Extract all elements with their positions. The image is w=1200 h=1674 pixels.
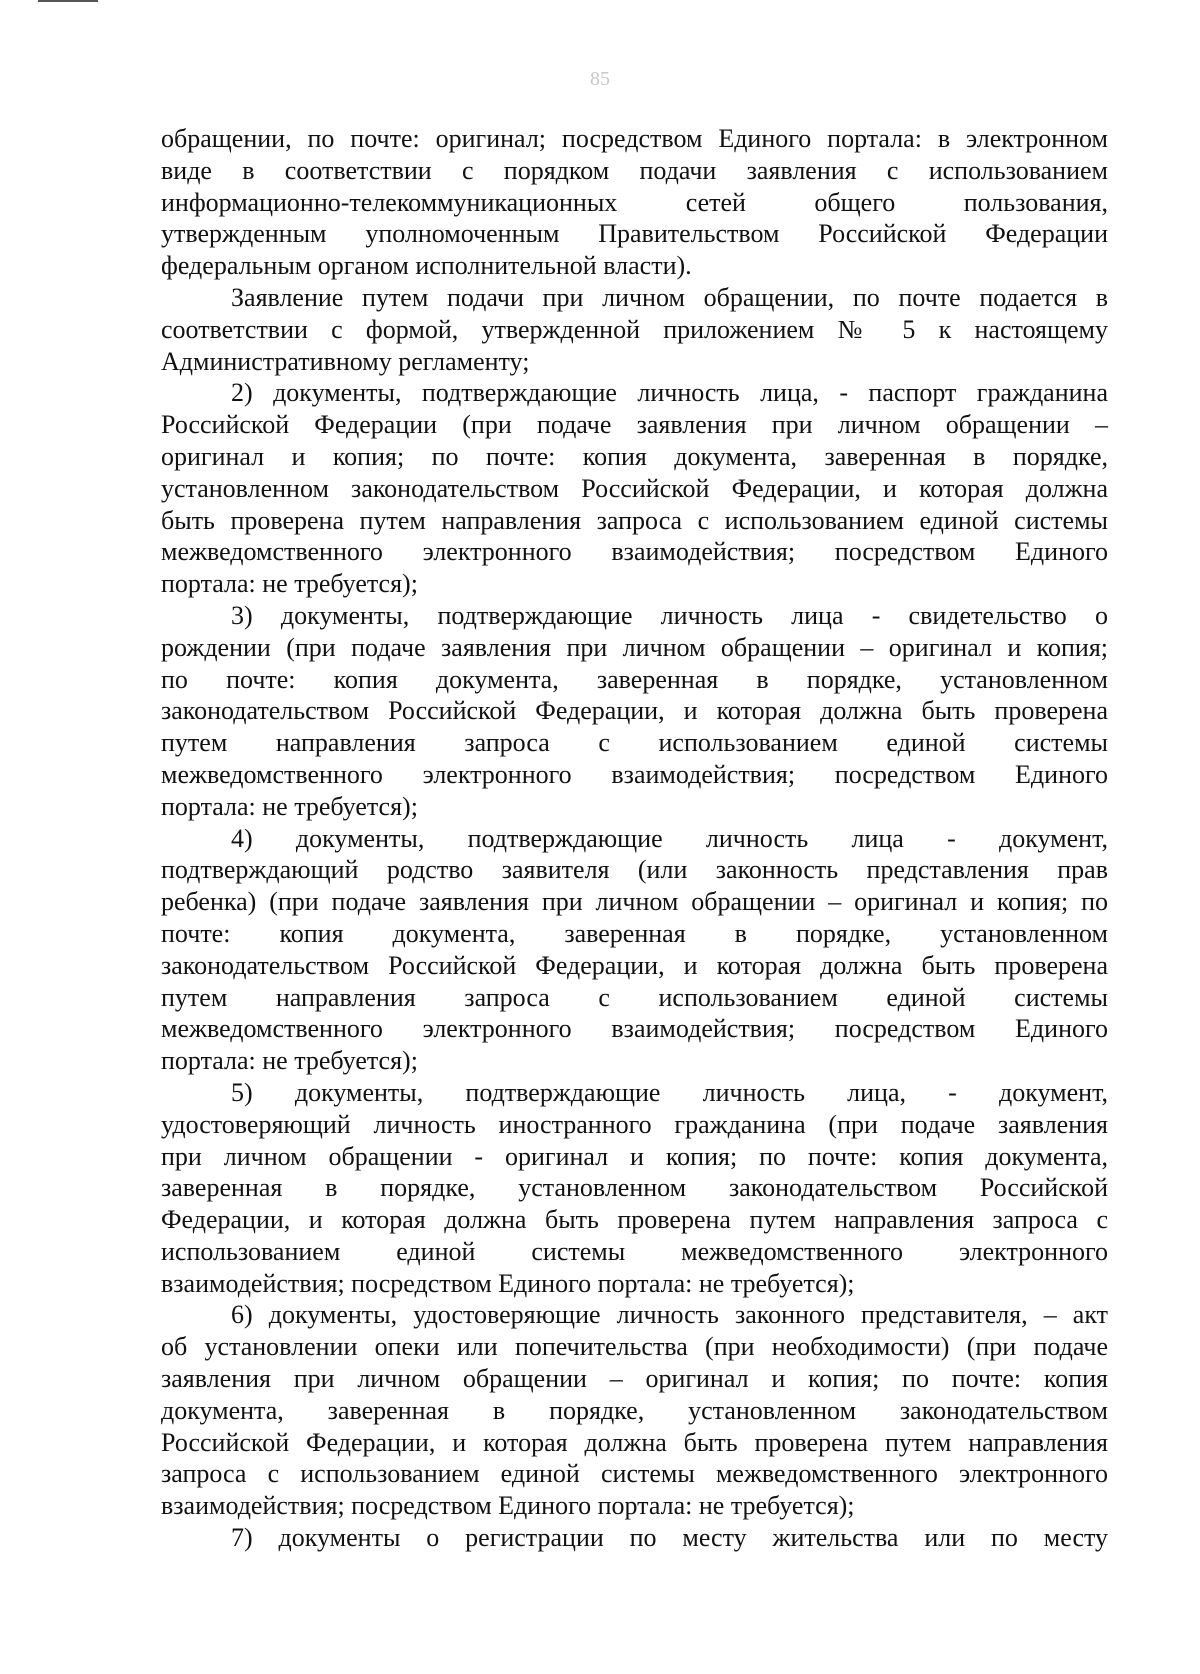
text-line: документа, заверенная в порядке, установленном законодательством xyxy=(161,1395,1108,1425)
text-line: 2) документы, подтверждающие личность лица, - паспорт гражданина xyxy=(231,378,1108,408)
scan-corner-mark xyxy=(38,0,98,2)
paragraph-p3 xyxy=(161,600,1108,823)
text-line: портала: не требуется); xyxy=(161,791,418,821)
text-line: обращении, по почте: оригинал; посредством Единого портала: в электронном xyxy=(161,124,1108,153)
text-line: 5) документы, подтверждающие личность лица, - документ, xyxy=(231,1077,1108,1107)
text-line: межведомственного электронного взаимодействия; посредством Единого xyxy=(161,1014,1108,1044)
text-line: ребенка) (при подаче заявления при личном обращении – оригинал и копия; по xyxy=(161,887,1108,917)
text-line: портала: не требуется); xyxy=(161,1046,418,1076)
text-line: запроса с использованием единой системы межведомственного электронного xyxy=(161,1459,1108,1489)
text-line: информационно-телекоммуникационных сетей общего пользования, xyxy=(161,187,1108,217)
paragraph-p0 xyxy=(161,123,1108,282)
text-line: рождении (при подаче заявления при личном обращении – оригинал и копия; xyxy=(161,632,1108,662)
text-line: Административному регламенту; xyxy=(161,346,530,376)
text-line: путем направления запроса с использованием единой системы xyxy=(161,982,1108,1012)
text-line: Федерации, и которая должна быть проверена путем направления запроса с xyxy=(161,1205,1108,1235)
text-line: виде в соответствии с порядком подачи заявления с использованием xyxy=(161,155,1108,185)
text-line: подтверждающий родство заявителя (или законность представления прав xyxy=(161,855,1108,885)
text-line: заверенная в порядке, установленном законодательством Российской xyxy=(161,1173,1108,1203)
document-body xyxy=(161,123,1108,1554)
text-line: взаимодействия; посредством Единого портала: не требуется); xyxy=(161,1268,855,1298)
paragraph-p2 xyxy=(161,377,1108,600)
text-line: 7) документы о регистрации по месту жительства или по месту xyxy=(231,1523,1108,1553)
text-line: Заявление путем подачи при личном обращении, по почте подается в xyxy=(231,282,1108,312)
text-line: быть проверена путем направления запроса с использованием единой системы xyxy=(161,505,1108,535)
text-line: федеральным органом исполнительной власти). xyxy=(161,251,692,281)
text-line: об установлении опеки или попечительства (при необходимости) (при подаче xyxy=(161,1332,1108,1362)
text-line: удостоверяющий личность иностранного гражданина (при подаче заявления xyxy=(161,1109,1108,1139)
text-line: при личном обращении - оригинал и копия; по почте: копия документа, xyxy=(161,1141,1108,1171)
paragraph-p1 xyxy=(161,282,1108,377)
paragraph-p5 xyxy=(161,1077,1108,1300)
text-line: утвержденным уполномоченным Правительством Российской Федерации xyxy=(161,219,1108,249)
text-line: Российской Федерации, и которая должна быть проверена путем направления xyxy=(161,1427,1108,1457)
text-line: портала: не требуется); xyxy=(161,569,418,599)
text-line: путем направления запроса с использованием единой системы xyxy=(161,728,1108,758)
text-line: 6) документы, удостоверяющие личность законного представителя, – акт xyxy=(231,1300,1108,1330)
page-number: 85 xyxy=(590,68,610,90)
paragraph-p6 xyxy=(161,1299,1108,1522)
text-line: законодательством Российской Федерации, и которая должна быть проверена xyxy=(161,950,1108,980)
paragraph-p4 xyxy=(161,823,1108,1077)
text-line: заявления при личном обращении – оригинал и копия; по почте: копия xyxy=(161,1364,1108,1394)
text-line: взаимодействия; посредством Единого портала: не требуется); xyxy=(161,1491,855,1521)
text-line: соответствии с формой, утвержденной приложением № 5 к настоящему xyxy=(161,314,1108,344)
paragraph-p7 xyxy=(161,1522,1108,1554)
text-line: почте: копия документа, заверенная в порядке, установленном xyxy=(161,918,1108,948)
text-line: 4) документы, подтверждающие личность лица - документ, xyxy=(231,823,1108,853)
text-line: законодательством Российской Федерации, и которая должна быть проверена xyxy=(161,696,1108,726)
text-line: использованием единой системы межведомственного электронного xyxy=(161,1236,1108,1266)
text-line: межведомственного электронного взаимодействия; посредством Единого xyxy=(161,759,1108,789)
text-line: Российской Федерации (при подаче заявления при личном обращении – xyxy=(161,410,1108,440)
text-line: оригинал и копия; по почте: копия документа, заверенная в порядке, xyxy=(161,441,1108,471)
text-line: межведомственного электронного взаимодействия; посредством Единого xyxy=(161,537,1108,567)
text-line: установленном законодательством Российской Федерации, и которая должна xyxy=(161,473,1108,503)
text-line: по почте: копия документа, заверенная в порядке, установленном xyxy=(161,664,1108,694)
text-line: 3) документы, подтверждающие личность лица - свидетельство о xyxy=(231,600,1108,630)
